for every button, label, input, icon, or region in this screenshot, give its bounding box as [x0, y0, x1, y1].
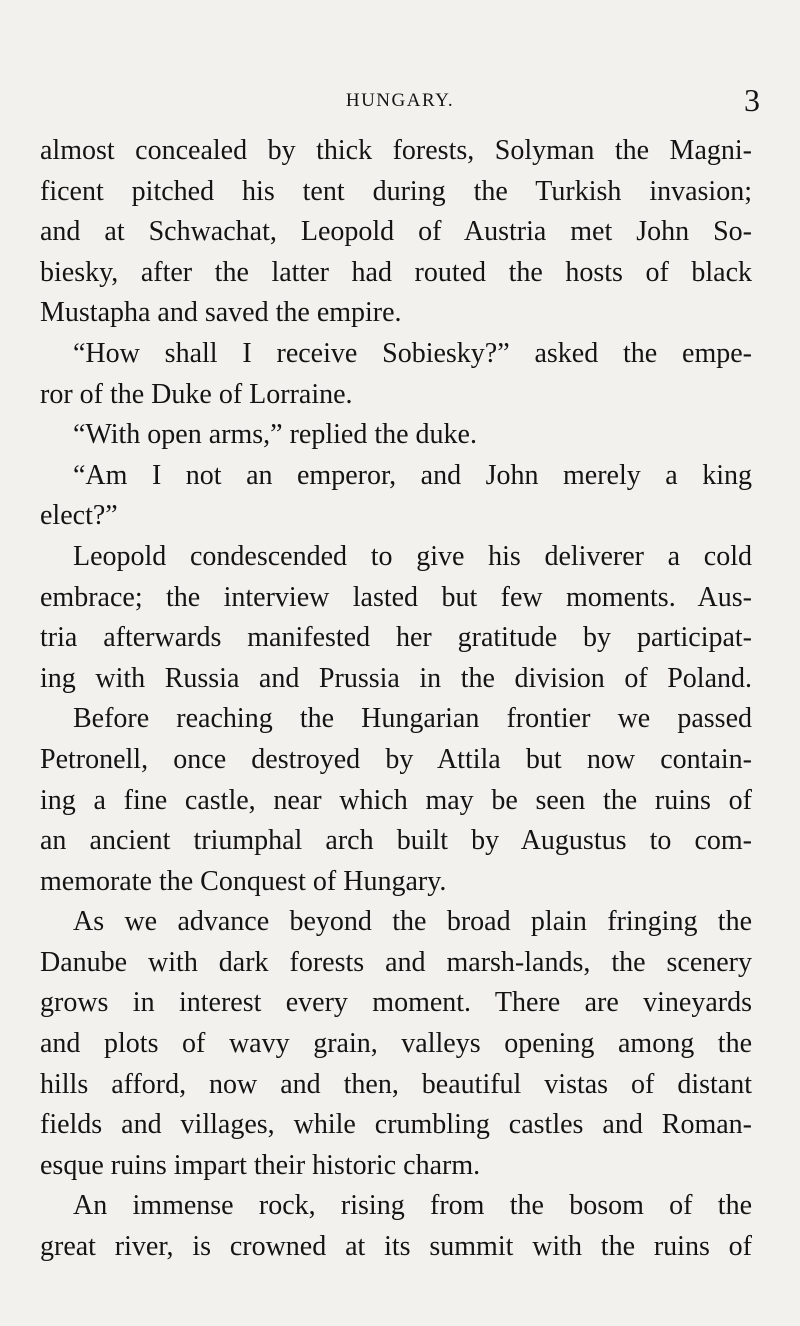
text-line: Petronell, once destroyed by Attila but now contain- — [40, 743, 752, 775]
text-line: ficent pitched his tent during the Turkish invasion; — [40, 175, 752, 207]
text-line: fields and villages, while crumbling castles and Roman- — [40, 1109, 752, 1141]
text-line: Leopold condescended to give his deliverer a cold — [73, 540, 752, 572]
text-line: Mustapha and saved the empire. — [40, 297, 402, 329]
text-line: As we advance beyond the broad plain fringing the — [73, 906, 752, 938]
body-text — [40, 131, 752, 1268]
running-head — [40, 82, 760, 118]
text-line: hills afford, now and then, beautiful vistas of distant — [40, 1068, 752, 1100]
text-line: Danube with dark forests and marsh-lands, the scenery — [40, 946, 752, 978]
text-line: great river, is crowned at its summit with the ruins of — [40, 1231, 752, 1263]
text-line: ing a fine castle, near which may be seen the ruins of — [40, 784, 752, 816]
text-line: “Am I not an emperor, and John merely a king — [73, 459, 752, 491]
text-line: ing with Russia and Prussia in the division of Poland. — [40, 662, 752, 694]
text-line: grows in interest every moment. There are vineyards — [40, 987, 752, 1019]
text-line: almost concealed by thick forests, Solyman the Magni- — [40, 135, 752, 166]
text-line: “With open arms,” replied the duke. — [73, 419, 477, 451]
text-line: and at Schwachat, Leopold of Austria met John So- — [40, 216, 752, 248]
text-line: elect?” — [40, 500, 118, 532]
text-line: biesky, after the latter had routed the hosts of black — [40, 256, 752, 288]
text-line: an ancient triumphal arch built by Augustus to com- — [40, 825, 752, 857]
text-line: memorate the Conquest of Hungary. — [40, 865, 447, 897]
text-line: Before reaching the Hungarian frontier we passed — [73, 703, 752, 735]
text-line: tria afterwards manifested her gratitude by participat- — [40, 622, 752, 654]
text-line: and plots of wavy grain, valleys opening among the — [40, 1028, 752, 1060]
page-number: 3 — [744, 82, 760, 118]
running-title: HUNGARY. — [345, 90, 455, 111]
text-line: ror of the Duke of Lorraine. — [40, 378, 353, 410]
text-line: embrace; the interview lasted but few moments. Aus- — [40, 581, 752, 613]
text-line: An immense rock, rising from the bosom of the — [73, 1190, 752, 1222]
text-line: “How shall I receive Sobiesky?” asked the empe- — [73, 337, 752, 369]
text-line: esque ruins impart their historic charm. — [40, 1149, 481, 1181]
